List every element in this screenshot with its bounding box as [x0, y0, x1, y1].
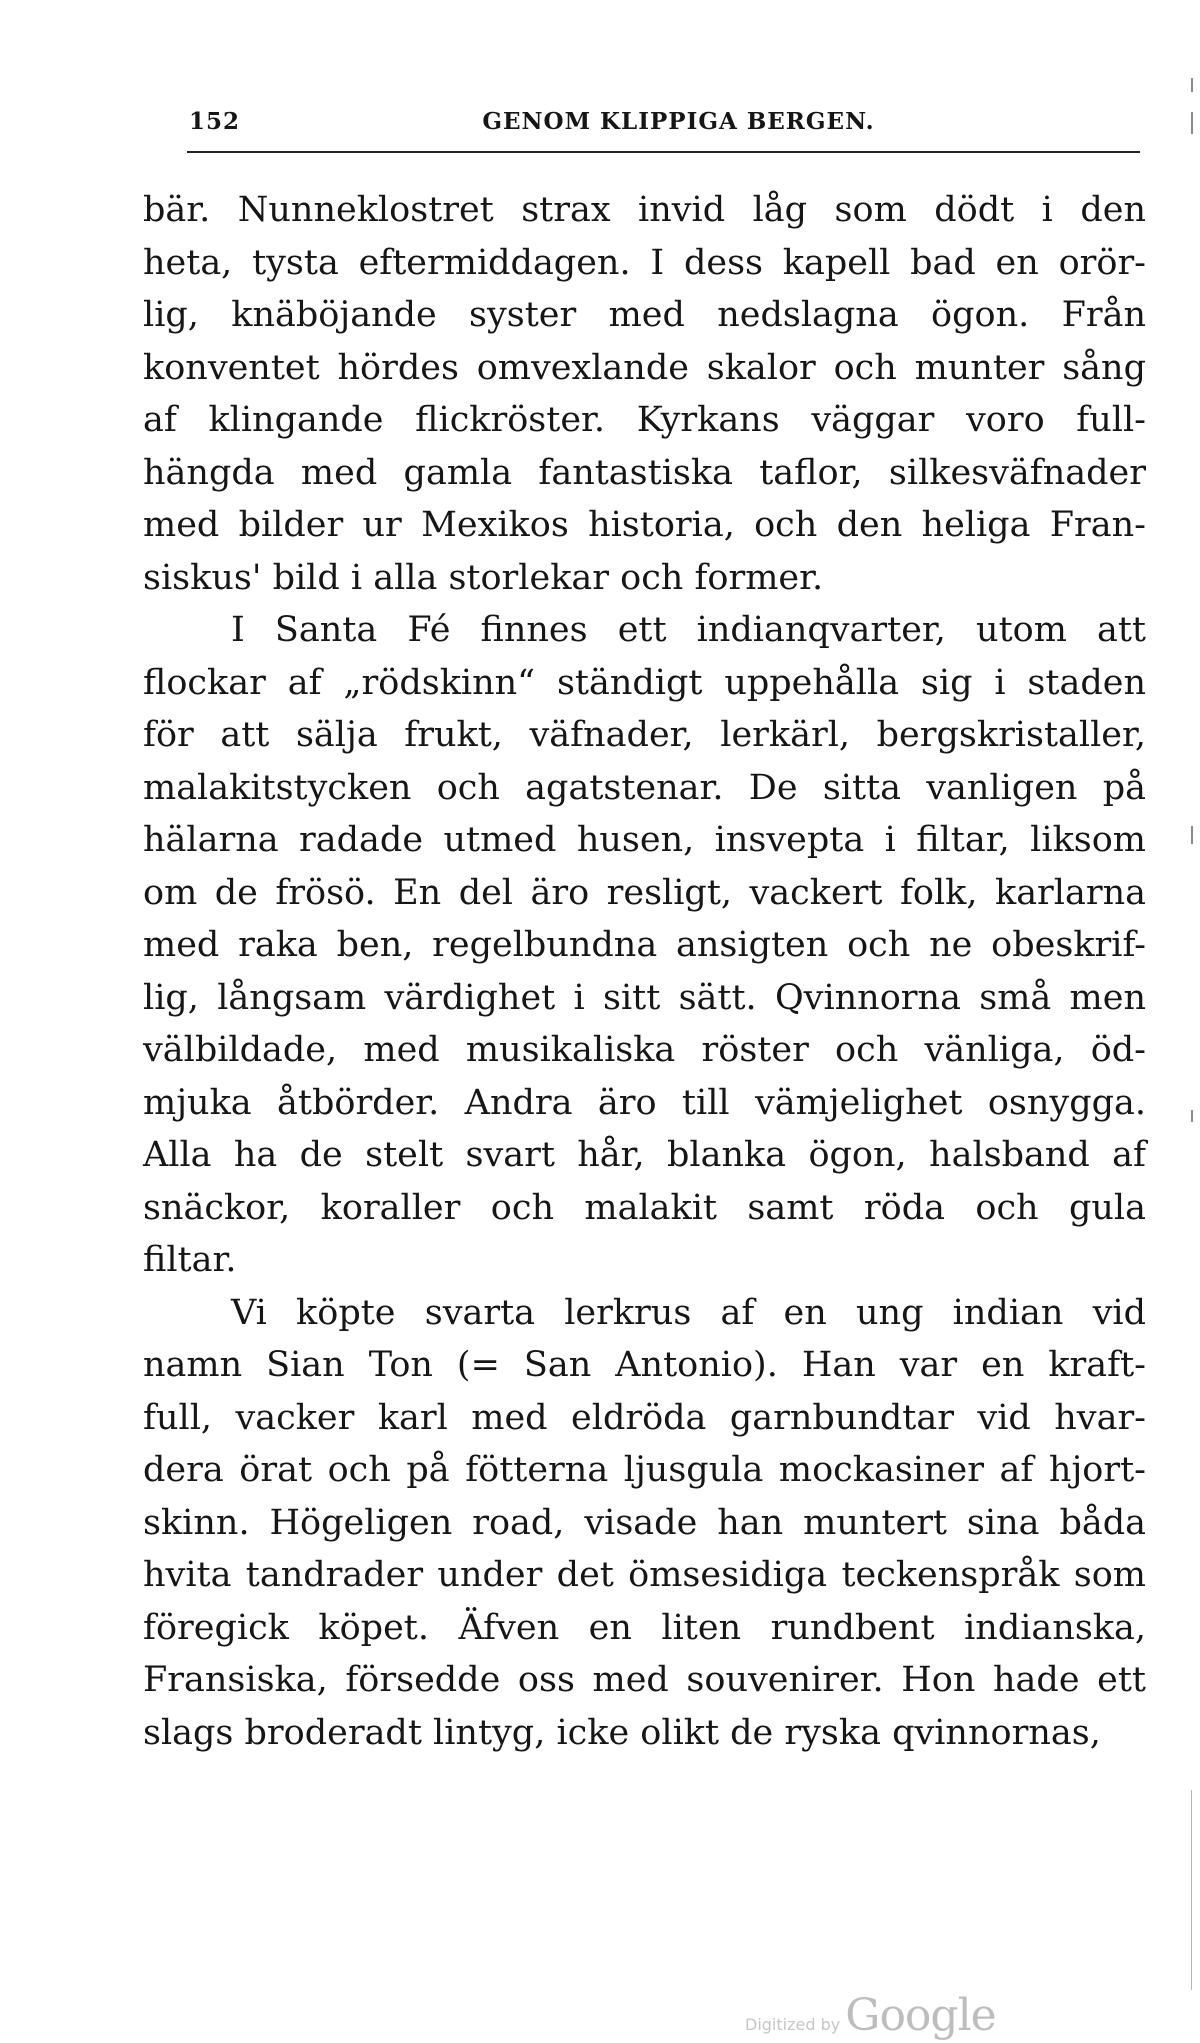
text-line: filtar. [143, 1240, 237, 1280]
text-line: föregick köpet. Äfven en liten rundbent indianska, [143, 1607, 1146, 1648]
text-line: dera örat och på fötterna ljusgula mockasiner af hjort- [143, 1450, 1146, 1490]
text-line: siskus' bild i alla storlekar och former. [143, 557, 824, 598]
margin-mark [1191, 1110, 1193, 1122]
google-logo-text: Google [845, 1990, 996, 2041]
text-line: full, vacker karl med eldröda garnbundtar vid hvar- [143, 1397, 1146, 1438]
text-line: flockar af „rödskinn“ ständigt uppehålla sig i staden [143, 662, 1146, 703]
text-line: Alla ha de stelt svart hår, blanka ögon, halsband af [143, 1135, 1146, 1175]
running-title: GENOM KLIPPIGA BERGEN. [482, 108, 875, 135]
text-line: konventet hördes omvexlande skalor och munter sång [143, 347, 1146, 388]
text-line: I Santa Fé finnes ett indianqvarter, utom att [231, 610, 1146, 650]
margin-mark [1191, 1790, 1192, 1990]
text-line: mjuka åtbörder. Andra äro till vämjelighet osnygga. [143, 1082, 1146, 1123]
text-line: af klingande flickröster. Kyrkans väggar voro full- [143, 400, 1146, 440]
text-line: med raka ben, regelbundna ansigten och ne obeskrif- [143, 925, 1146, 965]
text-line: snäckor, koraller och malakit samt röda och gula [143, 1187, 1146, 1228]
text-line: heta, tysta eftermiddagen. I dess kapell bad en orör- [143, 242, 1146, 283]
text-line: slags broderadt lintyg, icke olikt de ryska qvinnornas, [143, 1712, 1101, 1753]
text-line: välbildade, med musikaliska röster och vänliga, öd- [143, 1030, 1146, 1070]
margin-mark [1191, 112, 1193, 134]
text-line: för att sälja frukt, väfnader, lerkärl, bergskristaller, [143, 715, 1146, 755]
text-line: hvita tandrader under det ömsesidiga teckenspråk som [143, 1555, 1146, 1595]
text-line: hängda med gamla fantastiska taflor, silkesväfnader [143, 452, 1146, 493]
page-header [187, 108, 1140, 144]
text-line: med bilder ur Mexikos historia, och den heliga Fran- [143, 505, 1146, 545]
digitized-label: Digitized by [745, 2015, 841, 2034]
text-line: skinn. Högeligen road, visade han muntert sina båda [143, 1502, 1146, 1543]
margin-mark [1191, 78, 1193, 92]
digitized-by-google-watermark [745, 1990, 996, 2040]
text-line: Vi köpte svarta lerkrus af en ung indian vid [231, 1292, 1146, 1333]
text-line: lig, långsam värdighet i sitt sätt. Qvinnorna små men [143, 977, 1146, 1018]
body-text [143, 184, 1146, 1759]
text-line: om de frösö. En del äro resligt, vackert folk, karlarna [143, 872, 1146, 913]
page-number: 152 [189, 108, 241, 135]
text-line: lig, knäböjande syster med nedslagna ögon. Från [143, 295, 1146, 335]
header-rule [187, 151, 1140, 153]
margin-mark [1191, 826, 1193, 844]
text-line: namn Sian Ton (= San Antonio). Han var en kraft- [143, 1345, 1146, 1385]
text-line: malakitstycken och agatstenar. De sitta vanligen på [143, 767, 1146, 808]
text-line: bär. Nunneklostret strax invid låg som dödt i den [143, 190, 1146, 230]
text-line: Fransiska, försedde oss med souvenirer. Hon hade ett [143, 1660, 1146, 1700]
text-line: hälarna radade utmed husen, insvepta i filtar, liksom [143, 820, 1146, 860]
